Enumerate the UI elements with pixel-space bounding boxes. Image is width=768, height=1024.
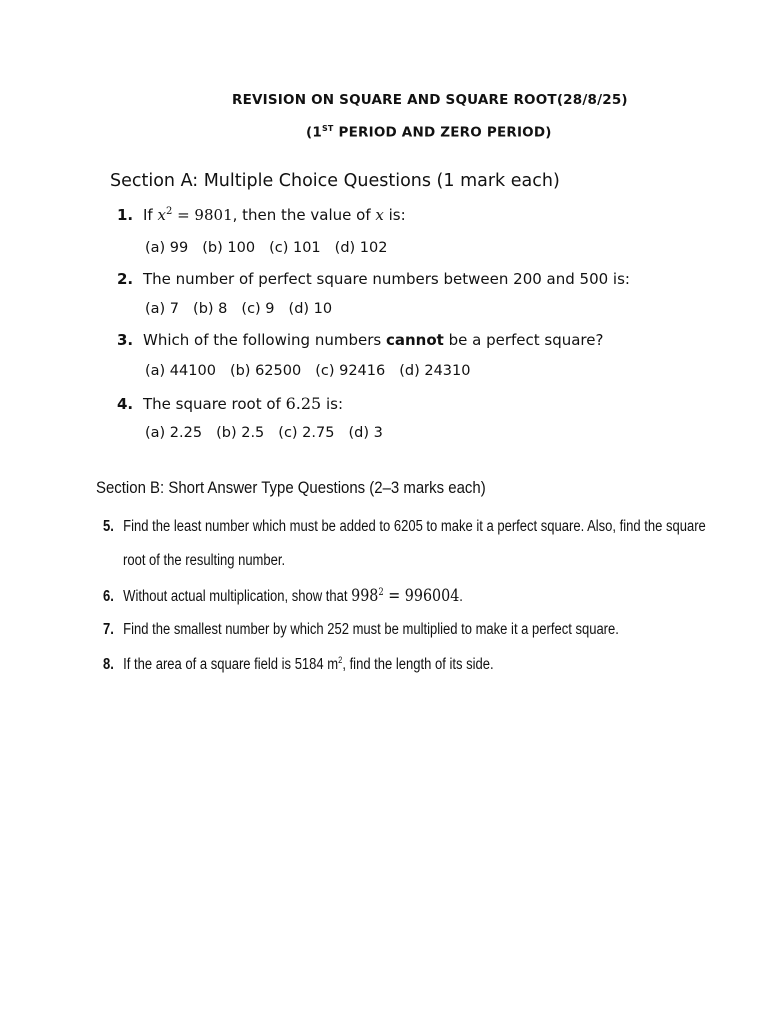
question-text: is: — [321, 395, 344, 413]
option-b: (b) 8 — [193, 301, 228, 317]
option-d: (d) 102 — [334, 240, 388, 256]
question-4 — [117, 394, 343, 413]
question-6 — [103, 586, 463, 606]
math-equation: = 9801 — [172, 206, 233, 224]
option-c: (c) 2.75 — [278, 425, 335, 441]
math-exponent: 2 — [378, 586, 384, 598]
question-2 — [117, 270, 630, 288]
math-value: 6.25 — [285, 394, 322, 413]
question-text: root of the resulting number. — [123, 552, 286, 569]
question-3-options — [145, 363, 485, 379]
question-text: The number of perfect square numbers between 200 and 500 is: — [143, 270, 630, 288]
section-a-heading: Section A: Multiple Choice Questions (1 mark each) — [110, 171, 560, 191]
option-b: (b) 62500 — [229, 363, 302, 379]
question-text: is: — [383, 206, 406, 224]
question-text: , find the length of its side. — [342, 656, 494, 674]
option-b: (b) 2.5 — [216, 425, 265, 441]
question-7 — [103, 621, 619, 639]
question-5-continued — [123, 552, 285, 570]
option-a: (a) 7 — [145, 301, 180, 317]
question-8 — [103, 655, 494, 674]
subtitle-sup: ST — [321, 124, 334, 133]
question-1-options — [145, 240, 401, 256]
section-b-heading: Section B: Short Answer Type Questions (2–3 marks each) — [96, 478, 486, 497]
page-title: REVISION ON SQUARE AND SQUARE ROOT(28/8/25) — [232, 92, 628, 108]
question-3 — [117, 331, 603, 349]
question-text: Find the least number which must be added to 6205 to make it a perfect square. Also, find the square — [123, 518, 706, 535]
option-c: (c) 101 — [269, 240, 321, 256]
question-number: 2. — [117, 270, 134, 288]
question-5 — [103, 518, 706, 536]
option-c: (c) 92416 — [315, 363, 386, 379]
question-number: 3. — [117, 331, 134, 349]
math-variable: x — [157, 206, 166, 224]
question-text: The square root of — [143, 395, 286, 413]
question-number: 8. — [103, 656, 114, 674]
question-text: If the area of a square field is 5184 m — [123, 656, 339, 674]
option-d: (d) 10 — [288, 301, 333, 317]
option-d: (d) 24310 — [399, 363, 471, 379]
option-b: (b) 100 — [202, 240, 256, 256]
math-equation: = 996004 — [383, 586, 460, 606]
math-base: 998 — [351, 586, 379, 606]
option-d: (d) 3 — [348, 425, 383, 441]
subtitle-post: PERIOD AND ZERO PERIOD) — [333, 124, 552, 141]
question-number: 6. — [103, 588, 114, 605]
question-text: If — [143, 206, 158, 224]
question-2-options — [145, 301, 346, 317]
question-text: be a perfect square? — [443, 331, 604, 349]
option-c: (c) 9 — [241, 301, 275, 317]
question-text: , then the value of — [232, 206, 376, 224]
page-subtitle — [306, 124, 552, 141]
question-4-options — [145, 425, 397, 441]
question-number: 7. — [103, 621, 114, 638]
unit-exponent: 2 — [338, 655, 343, 665]
question-text: Which of the following numbers — [143, 331, 386, 349]
option-a: (a) 99 — [145, 240, 189, 256]
question-number: 5. — [103, 518, 114, 535]
question-number: 1. — [117, 206, 134, 224]
emphasis-text: cannot — [385, 331, 444, 349]
option-a: (a) 2.25 — [145, 425, 203, 441]
math-exponent: 2 — [165, 206, 173, 217]
question-text: Without actual multiplication, show that — [123, 588, 352, 605]
math-variable: x — [375, 206, 384, 224]
question-number: 4. — [117, 395, 134, 413]
subtitle-pre: (1 — [306, 124, 322, 141]
question-1 — [117, 206, 406, 224]
option-a: (a) 44100 — [145, 363, 216, 379]
question-text: Find the smallest number by which 252 must be multiplied to make it a perfect square. — [123, 621, 619, 638]
question-text: . — [459, 588, 463, 605]
